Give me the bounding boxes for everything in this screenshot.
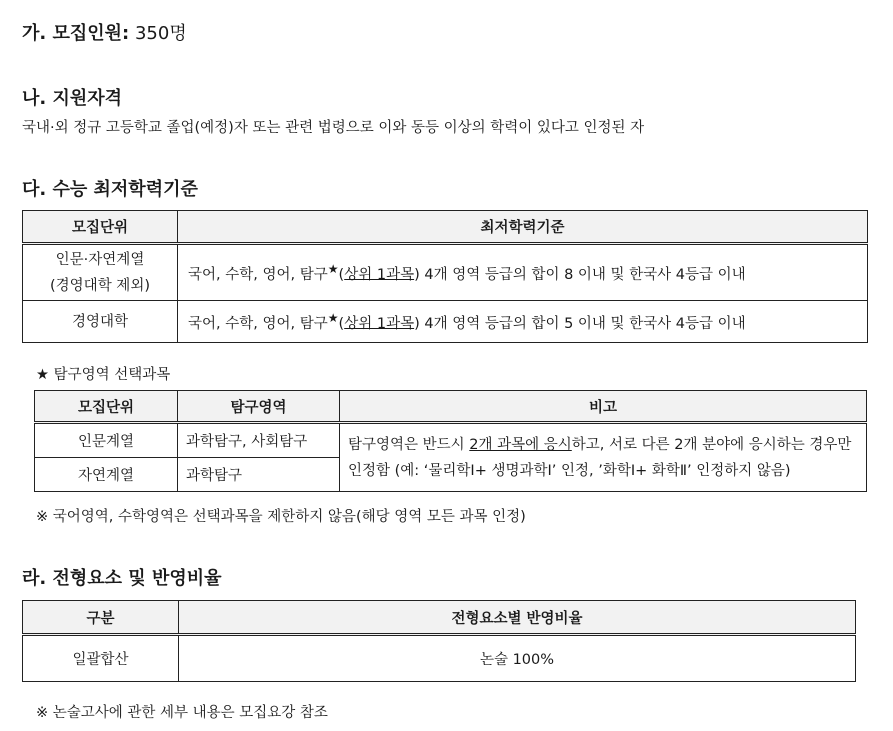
eligibility-text: 국내·외 정규 고등학교 졸업(예정)자 또는 관련 법령으로 이와 동등 이상의 학력이 있다고 인정된 자: [22, 120, 645, 136]
type-cell: 일괄합산: [23, 635, 179, 682]
unit-line1: 인문·자연계열: [55, 251, 145, 268]
header-criteria: 최저학력기준: [178, 211, 868, 244]
top-one-subject: 상위 1과목: [344, 266, 415, 283]
remark-cell: [340, 423, 867, 492]
top-one-subject: 상위 1과목: [344, 315, 415, 332]
remark-line1: [348, 432, 860, 458]
paren-open: (: [338, 266, 345, 283]
ratio-cell: 논술 100%: [179, 635, 856, 682]
remark-underlined: 2개 과목에 응시: [469, 436, 572, 453]
remark-line2: 인정함 (예: ‘물리학Ⅰ+ 생명과학Ⅰ’ 인정, ’화학Ⅰ+ 화학Ⅱ’ 인정하지 않음): [348, 462, 791, 479]
header-unit: 모집단위: [23, 211, 178, 244]
ratio-heading: 라. 전형요소 및 반영비율: [22, 568, 222, 589]
star-mark: ★: [327, 261, 339, 276]
table-row: [23, 244, 868, 301]
paren-open: (: [338, 315, 345, 332]
unit-cell: 경영대학: [23, 301, 178, 343]
remark-text: 하고, 서로 다른 2개 분야에 응시하는 경우만: [571, 436, 852, 453]
recruit-count-label: 가. 모집인원:: [22, 23, 130, 44]
korean-math-note: ※ 국어영역, 수학영역은 선택과목을 제한하지 않음(해당 영역 모든 과목 인정): [36, 509, 526, 525]
header-unit: 모집단위: [35, 391, 178, 423]
recruit-count-value: 350명: [129, 23, 187, 44]
table-row: [23, 635, 856, 682]
criteria-condition: 4개 영역 등급의 합이 8 이내 및 한국사 4등급 이내: [419, 266, 746, 283]
eligibility-heading: 나. 지원자격: [22, 88, 123, 109]
ratio-table: [22, 600, 856, 682]
paren-close: ): [414, 315, 420, 332]
unit-line2: (경영대학 제외): [50, 277, 150, 294]
criteria-subjects: 국어, 수학, 영어, 탐구: [188, 266, 328, 283]
unit-cell: 자연계열: [35, 458, 178, 492]
min-standard-heading: 다. 수능 최저학력기준: [22, 179, 198, 200]
essay-note: ※ 논술고사에 관한 세부 내용은 모집요강 참조: [36, 705, 328, 721]
header-area: 탐구영역: [178, 391, 340, 423]
criteria-subjects: 국어, 수학, 영어, 탐구: [188, 315, 328, 332]
header-remark: 비고: [340, 391, 867, 423]
area-cell: 과학탐구, 사회탐구: [178, 423, 340, 458]
table-row: [23, 301, 868, 343]
criteria-condition: 4개 영역 등급의 합이 5 이내 및 한국사 4등급 이내: [419, 315, 746, 332]
table-row: [35, 423, 867, 458]
star-note: ★ 탐구영역 선택과목: [36, 367, 171, 383]
criteria-cell: [178, 244, 868, 301]
subject-area-table: [34, 390, 867, 492]
unit-cell: [23, 244, 178, 301]
paren-close: ): [414, 266, 420, 283]
star-mark: ★: [327, 310, 339, 325]
remark-text: 탐구영역은 반드시: [348, 436, 470, 453]
unit-cell: 인문계열: [35, 423, 178, 458]
header-ratio: 전형요소별 반영비율: [179, 601, 856, 635]
criteria-cell: [178, 301, 868, 343]
area-cell: 과학탐구: [178, 458, 340, 492]
min-standard-table: [22, 210, 868, 343]
recruit-count-heading: [22, 19, 187, 45]
header-type: 구분: [23, 601, 179, 635]
